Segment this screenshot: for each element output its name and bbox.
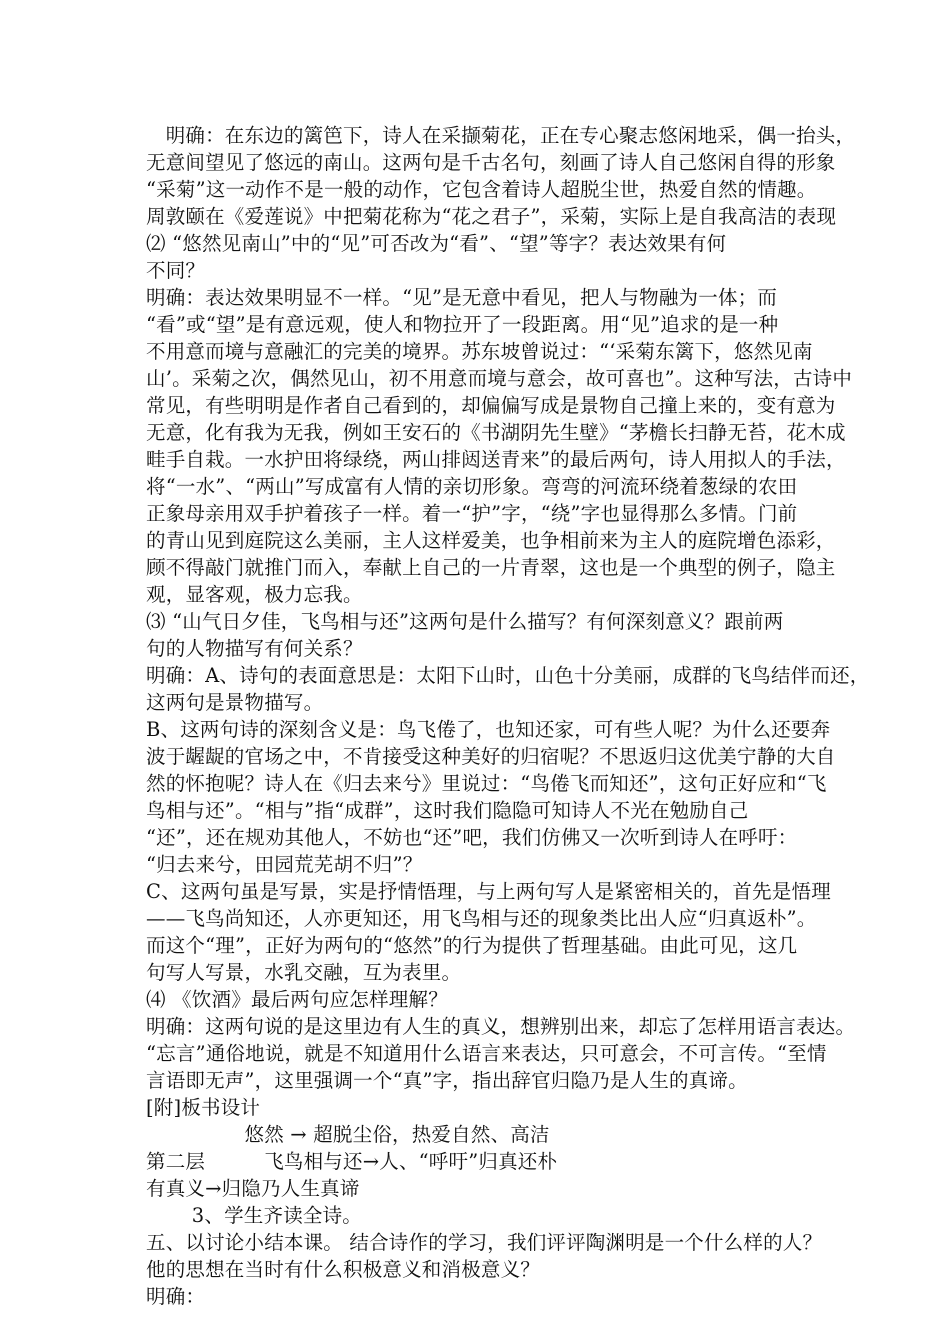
text-line: 将“一水”、“两山”写成富有人情的亲切形象。弯弯的河流环绕着葱绿的农田 [146, 475, 798, 498]
text-line: 言语即无声”，这里强调一个“真”字，指出辞官归隐乃是人生的真谛。 [146, 1069, 748, 1092]
text-line: 第二层 飞鸟相与还→人、“呼吁”归真还朴 [146, 1150, 558, 1173]
text-line: 他的思想在当时有什么积极意义和消极意义？ [146, 1258, 541, 1281]
text-line: 山’。采菊之次，偶然见山，初不用意而境与意会，故可喜也”。这种写法，古诗中 [146, 367, 853, 390]
text-line: 周敦颐在《爱莲说》中把菊花称为“花之君子”，采菊，实际上是自我高洁的表现 [146, 205, 837, 228]
text-line: 句写人写景，水乳交融，互为表里。 [146, 961, 462, 984]
text-line: 正象母亲用双手护着孩子一样。着一“护”字，“绕”字也显得那么多情。门前 [146, 502, 798, 525]
text-line: ⑵ “悠然见南山”中的“见”可否改为“看”、“望”等字？表达效果有何 [146, 232, 727, 255]
text-line: C、这两句虽是写景，实是抒情悟理，与上两句写人是紧密相关的，首先是悟理 [146, 880, 831, 903]
text-line: 有真义→归隐乃人生真谛 [146, 1177, 360, 1200]
text-line: 而这个“理”，正好为两句的“悠然”的行为提供了哲理基础。由此可见，这几 [146, 934, 798, 957]
text-line: 不同？ [146, 259, 206, 282]
text-line: 不用意而境与意融汇的完美的境界。苏东坡曾说过：“‘采菊东篱下，悠然见南 [146, 340, 813, 363]
text-line: 的青山见到庭院这么美丽，主人这样爱美，也争相前来为主人的庭院增色添彩， [146, 529, 836, 552]
text-line: “看”或“望”是有意远观，使人和物拉开了一段距离。用“见”追求的是一种 [146, 313, 779, 336]
text-line: “归去来兮，田园荒芜胡不归”？ [146, 853, 423, 876]
text-line: 3、学生齐读全诗。 [146, 1204, 363, 1227]
text-line: 顾不得敲门就推门而入，奉献上自己的一片青翠，这也是一个典型的例子，隐主 [146, 556, 836, 579]
text-line: 五、以讨论小结本课。 结合诗作的学习，我们评评陶渊明是一个什么样的人？ [146, 1231, 823, 1254]
text-line: “采菊”这一动作不是一般的动作，它包含着诗人超脱尘世，热爱自然的情趣。 [146, 178, 817, 201]
text-line: 明确：表达效果明显不一样。“见”是无意中看见，把人与物融为一体；而 [146, 286, 778, 309]
text-line: 句的人物描写有何关系？ [146, 637, 363, 660]
text-line: 无意，化有我为无我，例如王安石的《书湖阴先生壁》“茅檐长扫静无苔，花木成 [146, 421, 846, 444]
text-line: ⑶ “山气日夕佳，飞鸟相与还”这两句是什么描写？有何深刻意义？跟前两 [146, 610, 784, 633]
text-line: 常见，有些明明是作者自己看到的，却偏偏写成是景物自己撞上来的，变有意为 [146, 394, 836, 417]
text-line: 这两句是景物描写。 [146, 691, 324, 714]
text-line: 波于龌龊的官场之中，不肯接受这种美好的归宿呢？不思返归这优美宁静的大自 [146, 745, 836, 768]
text-line: 明确：A、诗句的表面意思是：太阳下山时，山色十分美丽，成群的飞鸟结伴而还， [146, 664, 870, 687]
text-line: B、这两句诗的深刻含义是：鸟飞倦了，也知还家，可有些人呢？为什么还要奔 [146, 718, 831, 741]
text-line: 鸟相与还”。“相与”指“成群”，这时我们隐隐可知诗人不光在勉励自己 [146, 799, 749, 822]
text-line: 无意间望见了悠远的南山。这两句是千古名句，刻画了诗人自己悠闲自得的形象 [146, 151, 836, 174]
text-line: 明确：这两句说的是这里边有人生的真义，想辨别出来，却忘了怎样用语言表达。 [146, 1015, 856, 1038]
text-line: 明确：在东边的篱笆下，诗人在采撷菊花，正在专心聚志悠闲地采，偶一抬头， [146, 124, 856, 147]
text-line: 然的怀抱呢？诗人在《归去来兮》里说过：“鸟倦飞而知还”，这句正好应和“飞 [146, 772, 827, 795]
text-line: 观，显客观，极力忘我。 [146, 583, 363, 606]
text-line: ⑷ 《饮酒》最后两句应怎样理解？ [146, 988, 448, 1011]
text-line: 明确： [146, 1285, 206, 1308]
text-line: “忘言”通俗地说，就是不知道用什么语言来表达，只可意会，不可言传。“至情 [146, 1042, 827, 1065]
text-line: 畦手自栽。一水护田将绿绕，两山排闼送青来”的最后两句，诗人用拟人的手法， [146, 448, 846, 471]
text-line: ——飞鸟尚知还，人亦更知还，用飞鸟相与还的现象类比出人应“归真返朴”。 [146, 907, 817, 930]
text-line: 悠然 → 超脱尘俗，热爱自然、高洁 [146, 1123, 550, 1146]
text-line: “还”，还在规劝其他人，不妨也“还”吧，我们仿佛又一次听到诗人在呼吁： [146, 826, 798, 849]
text-line: [附]板书设计 [146, 1096, 261, 1119]
